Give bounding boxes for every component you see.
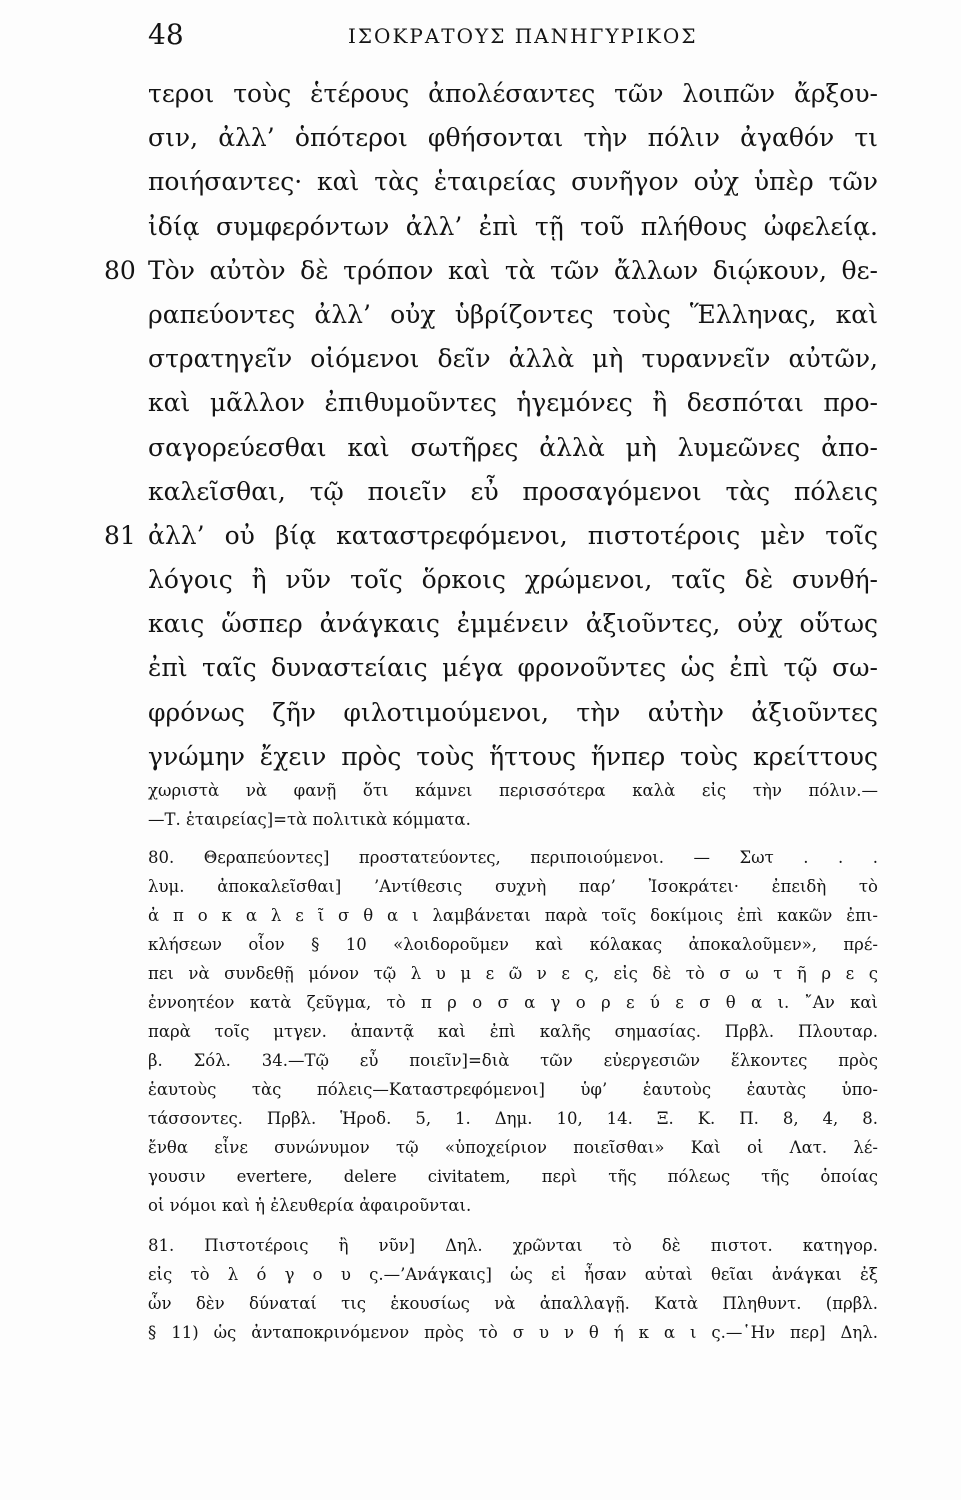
page-number: 48 <box>148 18 184 51</box>
text-line: σιν, ἀλλ’ ὁπότεροι φθήσονται τὴν πόλιν ἀγαθόν τι <box>148 123 878 153</box>
text-line: καλεῖσθαι, τῷ ποιεῖν εὖ προσαγόμενοι τὰς πόλεις <box>148 476 878 506</box>
text-line: τεροι τοὺς ἑτέρους ἀπολέσαντες τῶν λοιπῶν ἄρξου- <box>148 79 878 108</box>
text-line: σαγορεύεσθαι καὶ σωτῆρες ἀλλὰ μὴ λυμεῶνες ἀπο- <box>148 432 878 462</box>
running-head: ΙΣΟΚΡΑΤΟΥΣ ΠΑΝΗΓΥΡΙΚΟΣ <box>348 24 698 48</box>
text-line: γνώμην ἔχειν πρὸς τοὺς ἥττους ἥνπερ τοὺς κρείττους <box>148 741 878 771</box>
note-line: κλήσεων οἷον § 10 «λοιδοροῦμεν καὶ κόλακας ἀποκαλοῦμεν», πρέ- <box>148 935 878 954</box>
text-line: ποιήσαντες· καὶ τὰς ἑταιρείας συνῆγον οὐχ ὑπὲρ τῶν <box>148 167 878 197</box>
text-line: λόγοις ἢ νῦν τοῖς ὅρκοις χρώμενοι, ταῖς δὲ συνθή- <box>148 565 878 595</box>
note-line: ἐννοητέον κατὰ ζεῦγμα, τὸ π ρ ο σ α γ ο ρ ε ύ ε σ θ α ι. ῎Αν καὶ <box>148 993 878 1012</box>
note-line: γουσιν evertere, delere civitatem, περὶ τῆς πόλεως τῆς ὁποίας <box>148 1167 878 1186</box>
text-line: Τὸν αὐτὸν δὲ τρόπον καὶ τὰ τῶν ἄλλων διῴκουν, θε- <box>148 255 878 285</box>
main-text <box>104 72 878 779</box>
note-line: 80. Θεραπεύοντες] προστατεύοντες, περιποιούμενοι. — Σωτ . . . <box>148 848 878 867</box>
section-number-81: 81 <box>104 520 136 550</box>
note-line: οἱ νόμοι καὶ ἡ ἐλευθερία ἀφαιροῦνται. <box>148 1196 472 1215</box>
text-line: ἀλλ’ οὐ βίᾳ καταστρεφόμενοι, πιστοτέροις μὲν τοῖς <box>148 520 878 550</box>
page-header <box>148 18 878 58</box>
text-line: ραπεύοντες ἀλλ’ οὐχ ὑβρίζοντες τοὺς Ἕλληνας, καὶ <box>148 299 878 329</box>
note-line: § 11) ὡς ἀνταποκρινόμενον πρὸς τὸ σ υ ν θ ή κ α ι ς.—῾Ην περ] Δηλ. <box>148 1323 878 1342</box>
text-line: στρατηγεῖν οἰόμενοι δεῖν ἀλλὰ μὴ τυραννεῖν αὐτῶν, <box>148 344 878 374</box>
note-line: εἰς τὸ λ ό γ ο υ ς.—’Ανάγκαις] ὡς εἰ ἦσαν αὐταὶ θεῖαι ἀνάγκαι ἐξ <box>148 1265 878 1284</box>
text-line: ἐπὶ ταῖς δυναστείαις μέγα φρονοῦντες ὡς ἐπὶ τῷ σω- <box>148 653 878 683</box>
note-line: β. Σόλ. 34.—Τῷ εὖ ποιεῖν]=διὰ τῶν εὐεργεσιῶν ἕλκοντες πρὸς <box>148 1051 878 1070</box>
text-line: φρόνως ζῆν φιλοτιμούμενοι, τὴν αὐτὴν ἀξιοῦντες <box>148 697 878 727</box>
text-line: καις ὥσπερ ἀνάγκαις ἐμμένειν ἀξιοῦντες, οὐχ οὕτως <box>148 609 878 639</box>
note-line: —Τ. ἑταιρείας]=τὰ πολιτικὰ κόμματα. <box>148 810 471 829</box>
text-line: ἰδίᾳ συμφερόντων ἀλλ’ ἐπὶ τῇ τοῦ πλήθους ὠφελείᾳ. <box>148 211 878 241</box>
note-line: ὧν δὲν δύναταί τις ἑκουσίως νὰ ἀπαλλαγῇ. Κατὰ Πληθυντ. (πρβλ. <box>148 1294 878 1313</box>
text-line-with-section-mark <box>104 514 878 558</box>
note-line: πει νὰ συνδεθῇ μόνον τῷ λ υ μ ε ῶ ν ε ς, εἰς δὲ τὸ σ ω τ ῆ ρ ε ς <box>148 964 878 983</box>
note-line: 81. Πιστοτέροις ἢ νῦν] Δηλ. χρῶνται τὸ δὲ πιστοτ. κατηγορ. <box>148 1236 878 1255</box>
note-line: λυμ. ἀποκαλεῖσθαι] ’Αντίθεσις συχνὴ παρ’ Ἰσοκράτει· ἐπειδὴ τὸ <box>148 877 878 896</box>
note-line: τάσσοντες. Πρβλ. Ἡροδ. 5, 1. Δημ. 10, 14. Ξ. Κ. Π. 8, 4, 8. <box>148 1109 878 1128</box>
note-line: ἑαυτοὺς τὰς πόλεις—Καταστρεφόμενοι] ὑφ’ ἑαυτοὺς ἑαυτὰς ὑπο- <box>148 1080 878 1099</box>
section-number-80: 80 <box>104 255 136 285</box>
note-line: παρὰ τοῖς μτγεν. ἀπαντᾷ καὶ ἐπὶ καλῆς σημασίας. Πρβλ. Πλουταρ. <box>148 1022 878 1041</box>
text-line-with-section-mark <box>104 249 878 293</box>
commentary-notes <box>148 776 878 1347</box>
note-line: ἀ π ο κ α λ ε ῖ σ θ α ι λαμβάνεται παρὰ τοῖς δοκίμοις ἐπὶ κακῶν ἐπι- <box>148 906 878 925</box>
text-line: καὶ μᾶλλον ἐπιθυμοῦντες ἡγεμόνες ἢ δεσπόται προ- <box>148 388 878 418</box>
note-line: χωριστὰ νὰ φανῇ ὅτι κάμνει περισσότερα καλὰ εἰς τὴν πόλιν.— <box>148 781 878 800</box>
note-line: ἔνθα εἶνε συνώνυμον τῷ «ὑποχείριον ποιεῖσθαι» Καὶ οἱ Λατ. λέ- <box>148 1138 878 1157</box>
